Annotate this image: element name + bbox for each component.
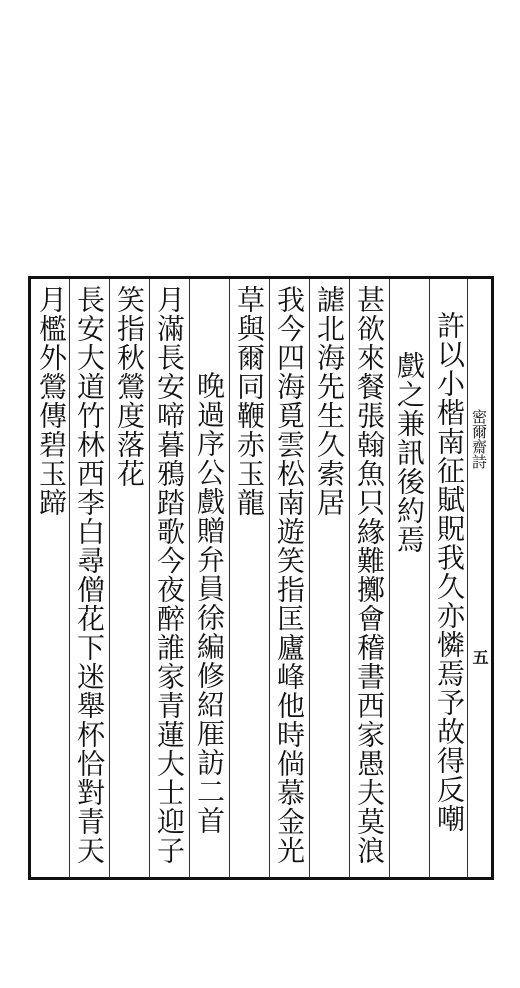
folio-divider: [467, 279, 468, 877]
column-rule: [309, 279, 310, 877]
text-column-2: 戲之兼訊後約焉: [393, 351, 426, 554]
column-rule: [229, 279, 230, 877]
column-rule: [69, 279, 70, 877]
folio-title: 密爾齋詩: [470, 409, 488, 469]
column-rule: [269, 279, 270, 877]
text-column-1-tail: 憐焉予故得反嘲: [433, 630, 466, 833]
folio-page-number: 五: [470, 649, 489, 665]
text-column-7: 晚過序公戲贈弁員徐編修紹㕍訪二首: [193, 371, 226, 835]
text-column-1-main: 許以小楷南征賦貺我久亦: [433, 311, 466, 630]
column-rule: [189, 279, 190, 877]
text-column-9: 笑指秋鶯度落花: [113, 285, 146, 488]
text-column-3: 甚欲來餐張翰魚只緣難擲會稽書西家愚夫莫浪: [353, 285, 386, 865]
column-rule: [149, 279, 150, 877]
column-rule: [109, 279, 110, 877]
text-column-4: 謔北海先生久索居: [313, 285, 346, 517]
text-column-8: 月滿長安啼暮鴉踏歌今夜醉誰家青蓮大士迎子: [153, 285, 186, 865]
text-column-5: 我今四海覓雲松南遊笑指匡廬峰他時倘慕金光: [273, 285, 306, 865]
column-rule: [389, 279, 390, 877]
text-column-10: 長安大道竹林西李白尋僧花下迷舉杯恰對青天: [73, 285, 106, 865]
column-rule: [349, 279, 350, 877]
column-rule: [429, 279, 430, 877]
text-column-11: 月檻外鶯傳碧玉蹄: [35, 285, 68, 517]
text-block-frame: [28, 276, 494, 880]
text-column-6: 草與爾同鞭赤玉龍: [233, 285, 266, 517]
text-column-1: [433, 311, 465, 833]
